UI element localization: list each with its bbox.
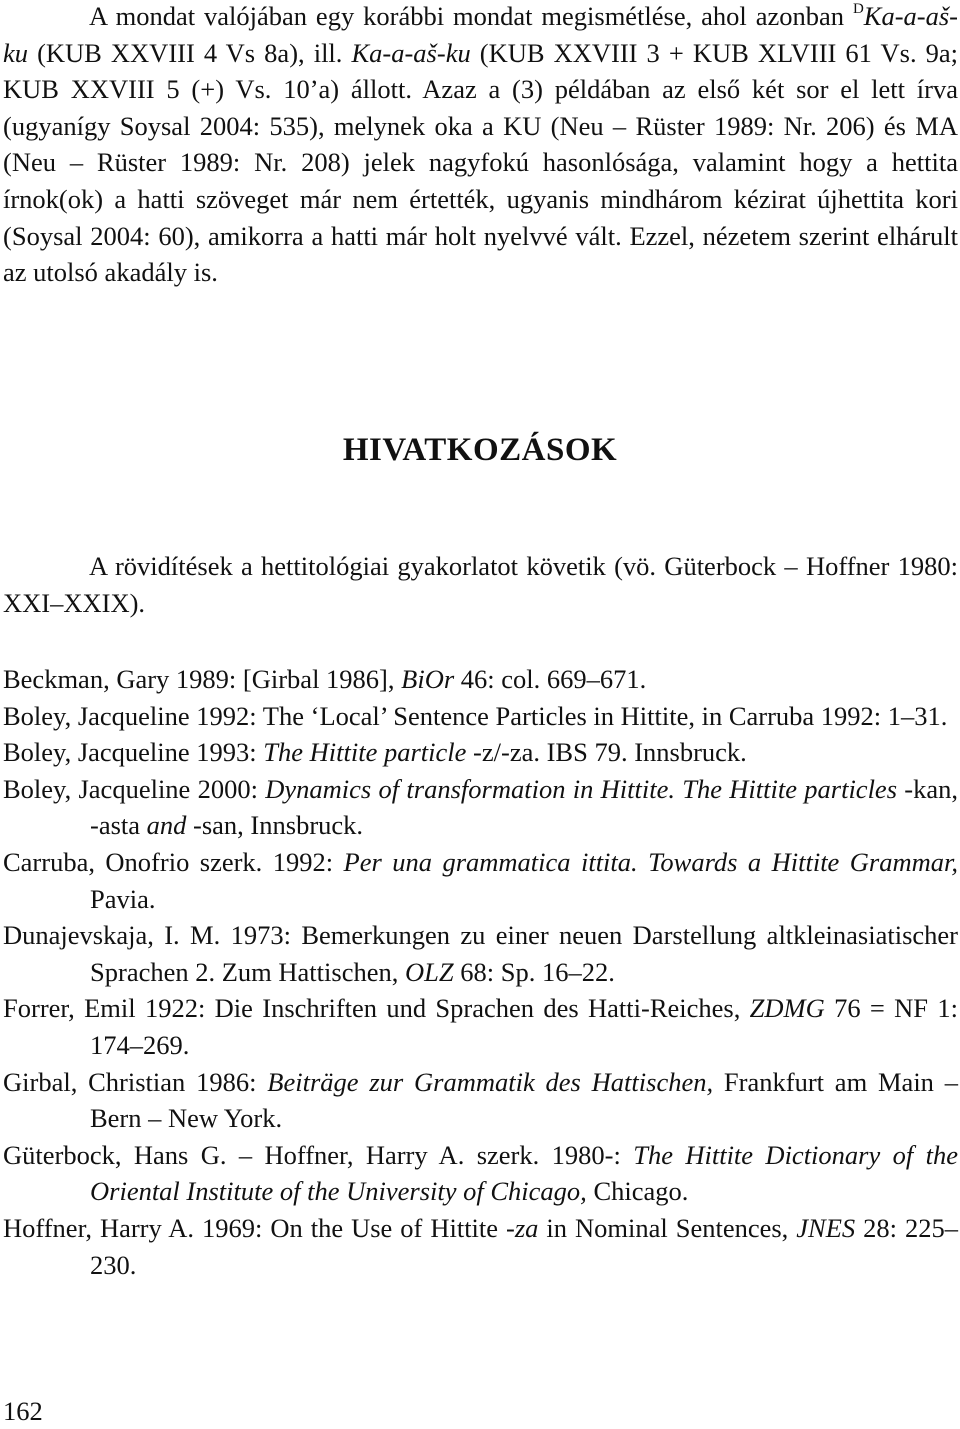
italic-text: Ka-a-aš-ku: [351, 37, 471, 68]
italic-text: BiOr: [401, 664, 455, 694]
italic-text: JNES: [796, 1212, 856, 1243]
italic-text: The Hittite Dictionary of the Oriental Institute of the University of Chicago,: [90, 1139, 959, 1207]
text-run: Girbal, Christian 1986:: [3, 1066, 268, 1097]
text-run: Boley, Jacqueline 1992: The ‘Local’ Sentence Particles in Hittite, in Carruba 1992: 1–31.: [3, 700, 948, 731]
italic-text: The Hittite particle: [263, 737, 467, 768]
text-run: (KUB XXVIII 4 Vs 8a), ill.: [28, 37, 352, 68]
text-run: Boley, Jacqueline 1993:: [3, 737, 264, 768]
paragraph-text: [3, 1, 958, 287]
text-run: Chicago.: [586, 1176, 689, 1207]
reference-entry: [3, 734, 958, 771]
text-run: Forrer, Emil 1922: Die Inschriften und Sprachen des Hatti-Reiches,: [3, 993, 750, 1024]
italic-text: Dynamics of transformation in Hittite. The Hittite particles: [265, 773, 898, 804]
text-run: (KUB XXVIII 3 + KUB XLVIII 61 Vs. 9a; KUB XXVIII 5 (+) Vs. 10’a) állott. Azaz a (3) példában az első két sor el lett írva (ugyanígy Soysal 2004: 535), melynek oka a KU (Neu – Rüster 1989: Nr. 206) és MA (Neu – Rüster 1989: Nr. 208) jelek nagyfokú hasonlósága, valamint hogy a hettita írnok(ok) a hatti szöveget már nem értették, ugyanis mindhárom kézirat újhettita kori (Soysal 2004: 60), amikorra a hatti már holt nyelvvé vált. Ezzel, nézetem szerint elhárult az utolsó akadály is.: [3, 37, 959, 288]
abbreviations-note-text: A rövidítések a hettitológiai gyakorlatot követik (vö. Güterbock – Hoffner 1980: XXI–XXIX).: [3, 551, 958, 618]
text-run: Carruba, Onofrio szerk. 1992:: [3, 846, 344, 877]
italic-text: -za: [506, 1212, 539, 1243]
text-run: in Nominal Sentences,: [538, 1212, 797, 1243]
text-run: 68: Sp. 16–22.: [453, 956, 615, 987]
italic-text: and: [146, 810, 187, 841]
text-run: A mondat valójában egy korábbi mondat megismétlése, ahol azonban: [89, 1, 853, 31]
reference-entry: [3, 844, 958, 917]
reference-entry: [3, 990, 958, 1063]
text-run: -san, Innsbruck.: [186, 810, 364, 841]
reference-entry: [3, 1210, 958, 1283]
text-run: -z/-za. IBS 79. Innsbruck.: [466, 737, 747, 768]
reference-entry: [3, 1064, 958, 1137]
text-run: 46: col. 669–671.: [454, 664, 647, 694]
body-paragraph: [3, 0, 958, 291]
italic-text: Ka-a-aš-ku: [3, 1, 958, 68]
reference-entry: [3, 661, 958, 698]
reference-entry: [3, 698, 958, 735]
text-run: Frankfurt am Main – Bern – New York.: [90, 1066, 958, 1134]
text-run: -kan, -asta: [90, 773, 959, 841]
reference-entry: [3, 1137, 958, 1210]
italic-text: ZDMG: [749, 993, 825, 1024]
page-number: 162: [3, 1396, 43, 1426]
text-run: Güterbock, Hans G. – Hoffner, Harry A. szerk. 1980-:: [3, 1139, 634, 1170]
text-run: Boley, Jacqueline 2000:: [3, 773, 266, 804]
reference-entry: [3, 917, 958, 990]
italic-text: Beiträge zur Grammatik des Hattischen,: [267, 1066, 714, 1097]
reference-list: [3, 661, 958, 1283]
text-run: Beckman, Gary 1989: [Girbal 1986],: [3, 664, 402, 694]
abbreviations-note: [3, 548, 958, 621]
text-run: Hoffner, Harry A. 1969: On the Use of Hittite: [3, 1212, 507, 1243]
text-run: Dunajevskaja, I. M. 1973: Bemerkungen zu einer neuen Darstellung altkleinasiatischer Sprachen 2. Zum Hattischen,: [3, 920, 958, 987]
italic-text: Per una grammatica ittita. Towards a Hittite Grammar,: [343, 846, 958, 877]
references-heading: HIVATKOZÁSOK: [342, 432, 618, 468]
text-run: Pavia.: [90, 883, 156, 914]
text-run: 28: 225–230.: [90, 1212, 958, 1280]
reference-entry: [3, 771, 958, 844]
superscript-text: D: [852, 1, 864, 18]
text-run: 76 = NF 1: 174–269.: [90, 993, 958, 1060]
italic-text: OLZ: [404, 956, 454, 987]
